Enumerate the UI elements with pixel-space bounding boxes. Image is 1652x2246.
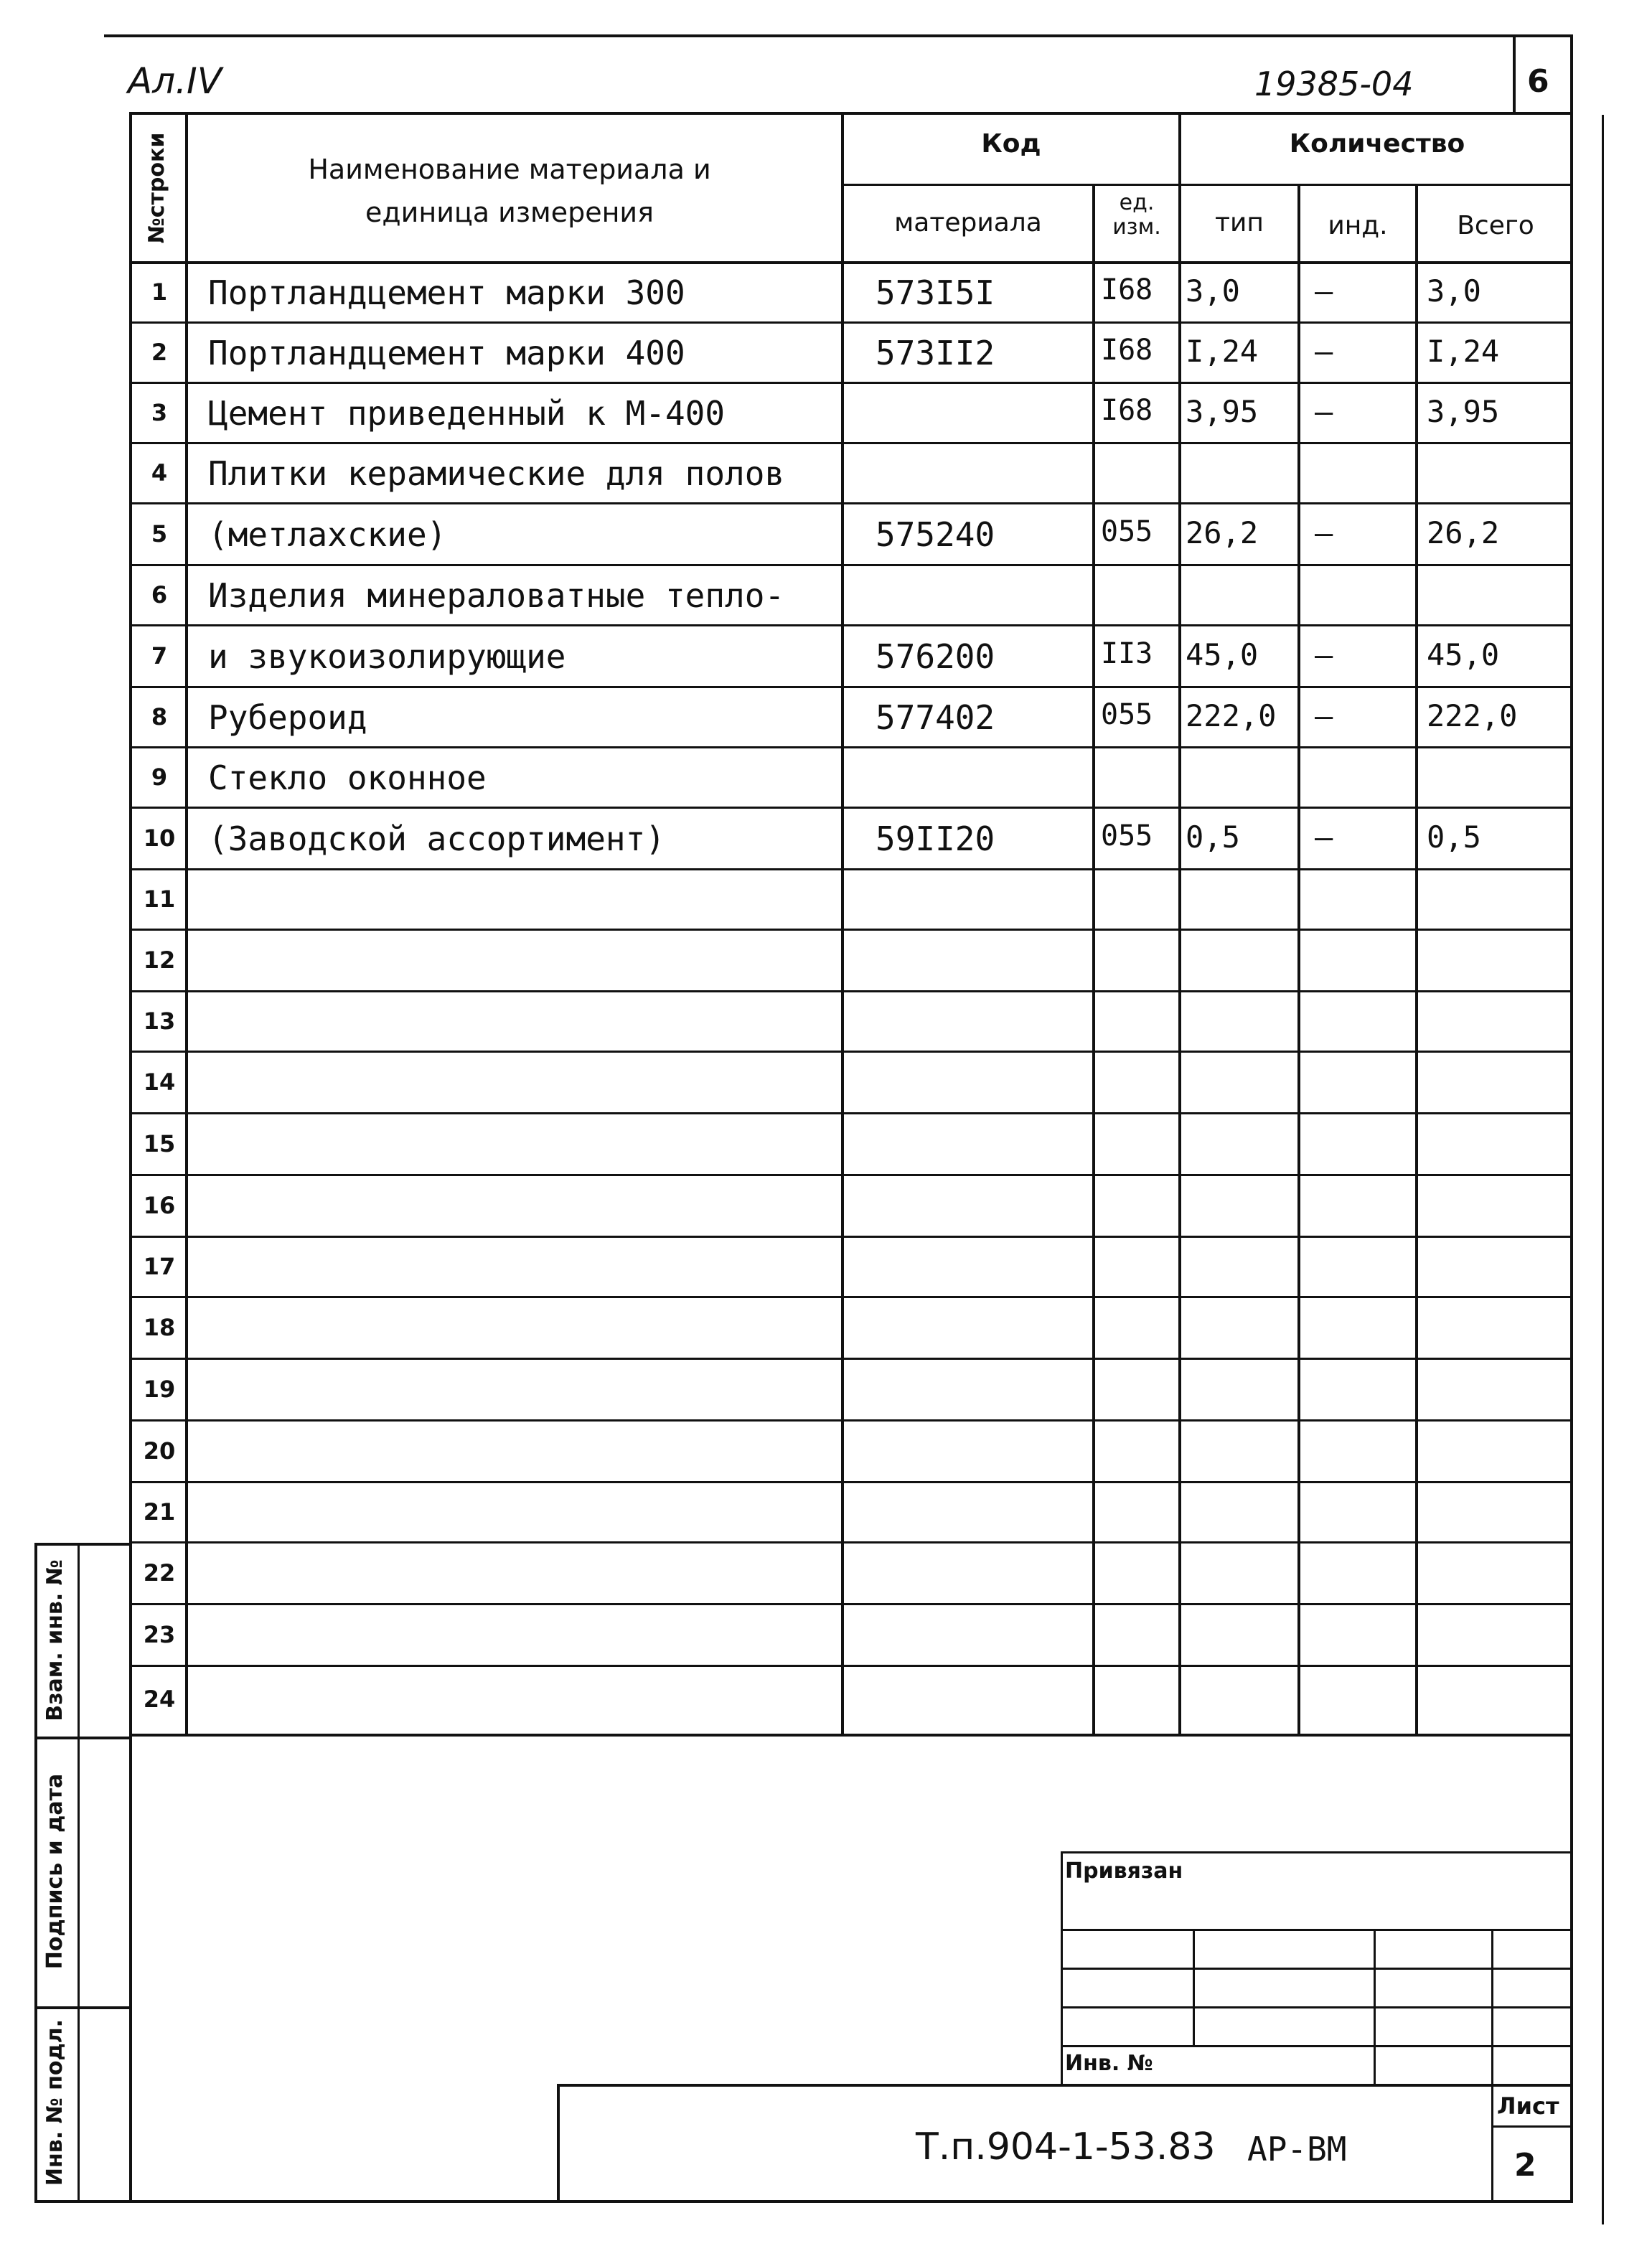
row-divider [132, 1296, 1572, 1298]
material-name: (Заводской ассортимент) [208, 819, 665, 858]
qty-type-header: тип [1215, 208, 1264, 238]
unit-code: I68 [1101, 334, 1153, 367]
sheet-label: Лист [1497, 2092, 1559, 2120]
row-divider [132, 686, 1572, 688]
qty-total-header: Всего [1457, 211, 1534, 240]
material-name: Стекло оконное [208, 758, 487, 797]
row-number: 1 [151, 278, 168, 306]
row-number: 15 [143, 1130, 176, 1157]
page-number: 6 [1527, 63, 1549, 100]
row-divider [132, 868, 1572, 870]
unit-code: II3 [1101, 637, 1153, 670]
row-divider [132, 746, 1572, 748]
row-number: 20 [143, 1437, 176, 1465]
row-divider [132, 1665, 1572, 1667]
material-code: 576200 [876, 637, 995, 676]
quantity-type: 45,0 [1186, 637, 1259, 672]
row-number: 19 [143, 1376, 176, 1403]
designation-code: Т.п.904-1-53.83 [916, 2125, 1216, 2169]
row-divider [132, 321, 1572, 324]
row-number: 12 [143, 946, 176, 974]
row-divider [132, 502, 1572, 504]
row-number: 11 [143, 885, 176, 913]
row-divider [132, 564, 1572, 566]
quantity-total: 3,95 [1427, 394, 1500, 429]
row-number: 10 [143, 824, 176, 852]
material-code: 575240 [876, 515, 995, 554]
quantity-type: I,24 [1186, 334, 1259, 369]
quantity-ind: – [1315, 273, 1333, 309]
quantity-ind: – [1315, 394, 1333, 429]
material-name: Портландцемент марки 300 [208, 273, 685, 312]
quantity-total: 222,0 [1427, 698, 1518, 733]
row-number: 14 [143, 1068, 176, 1096]
row-number: 13 [143, 1007, 176, 1035]
material-code: 59II20 [876, 819, 995, 858]
material-name: (метлахские) [208, 515, 447, 554]
row-divider [132, 990, 1572, 992]
quantity-total: I,24 [1427, 334, 1500, 369]
row-number: 17 [143, 1253, 176, 1280]
quantity-group-header: Количество [1289, 129, 1465, 159]
inv-number-label: Инв. № [1065, 2051, 1153, 2076]
unit-code: 055 [1101, 515, 1153, 548]
row-number: 16 [143, 1192, 176, 1219]
row-number-header: №строки [144, 132, 169, 244]
row-number: 22 [143, 1559, 176, 1587]
row-number: 24 [143, 1686, 176, 1713]
material-name: Портландцемент марки 400 [208, 334, 685, 372]
quantity-type: 222,0 [1186, 698, 1277, 733]
row-number: 6 [151, 581, 168, 609]
inv-podl-label: Инв. № подл. [42, 2019, 67, 2186]
material-code: 577402 [876, 698, 995, 737]
quantity-total: 45,0 [1427, 637, 1500, 672]
code-material-header: материала [894, 208, 1042, 238]
material-code: 573II2 [876, 334, 995, 372]
quantity-type: 3,0 [1186, 273, 1240, 309]
row-divider [132, 382, 1572, 384]
material-name: Изделия минераловатные тепло- [208, 576, 785, 615]
row-number: 21 [143, 1498, 176, 1526]
row-divider [132, 1174, 1572, 1176]
unit-code: I68 [1101, 394, 1153, 427]
material-name: Цемент приведенный к М-400 [208, 394, 726, 433]
quantity-type: 0,5 [1186, 819, 1240, 855]
quantity-ind: – [1315, 515, 1333, 550]
row-number: 5 [151, 520, 168, 548]
row-divider [132, 1051, 1572, 1053]
code-unit-header: ед. изм. [1112, 190, 1161, 240]
quantity-ind: – [1315, 819, 1333, 855]
privyazan-label: Привязан [1065, 1859, 1183, 1884]
row-divider [132, 1603, 1572, 1605]
row-number: 8 [151, 703, 168, 730]
quantity-type: 3,95 [1186, 394, 1259, 429]
row-divider [132, 1236, 1572, 1238]
unit-code: 055 [1101, 698, 1153, 731]
unit-code: I68 [1101, 273, 1153, 306]
row-number: 2 [151, 339, 168, 366]
material-name: и звукоизолирующие [208, 637, 566, 676]
row-number: 3 [151, 399, 168, 426]
code-group-header: Код [981, 129, 1041, 159]
row-divider [132, 624, 1572, 626]
row-number: 9 [151, 763, 168, 791]
material-code: 573I5I [876, 273, 995, 312]
row-divider [132, 442, 1572, 444]
section-code: АР-ВМ [1247, 2130, 1347, 2169]
signature-date-label: Подпись и дата [42, 1773, 67, 1970]
album-label: Ал.IV [128, 60, 222, 102]
row-number: 18 [143, 1314, 176, 1341]
quantity-total: 26,2 [1427, 515, 1500, 550]
quantity-ind: – [1315, 698, 1333, 733]
quantity-total: 3,0 [1427, 273, 1481, 309]
quantity-total: 0,5 [1427, 819, 1481, 855]
row-number: 4 [151, 459, 168, 487]
name-column-header: Наименование материала и единица измерения [308, 154, 711, 228]
row-divider [132, 929, 1572, 931]
material-name: Рубероид [208, 698, 367, 737]
row-number: 23 [143, 1621, 176, 1648]
row-number: 7 [151, 642, 168, 669]
row-divider [132, 1419, 1572, 1422]
sheet-number: 2 [1514, 2147, 1536, 2184]
row-divider [132, 1481, 1572, 1483]
qty-ind-header: инд. [1328, 211, 1388, 240]
document-number: 19385-04 [1254, 65, 1414, 103]
quantity-type: 26,2 [1186, 515, 1259, 550]
row-divider [132, 1541, 1572, 1543]
quantity-ind: – [1315, 637, 1333, 672]
material-name: Плитки керамические для полов [208, 454, 785, 493]
row-divider [132, 807, 1572, 809]
quantity-ind: – [1315, 334, 1333, 369]
row-divider [132, 1358, 1572, 1360]
vzam-inv-label: Взам. инв. № [42, 1559, 67, 1721]
row-divider [132, 1112, 1572, 1114]
unit-code: 055 [1101, 819, 1153, 852]
